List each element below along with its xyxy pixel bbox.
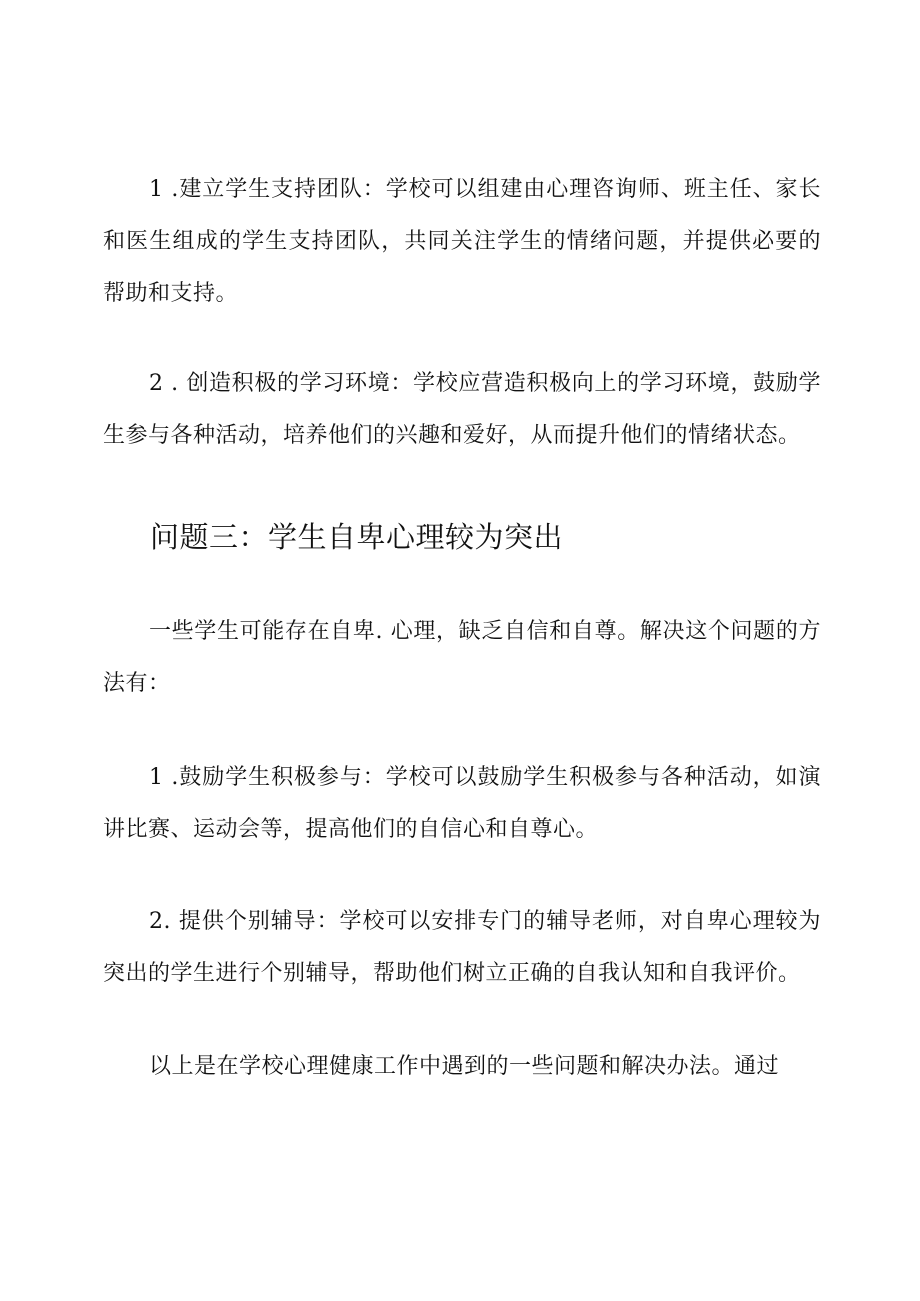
paragraph-learning-environment: 2 . 创造积极的学习环境：学校应营造积极向上的学习环境，鼓励学生参与各种活动，培养他们的兴趣和爱好，从而提升他们的情绪状态。	[103, 371, 821, 448]
paragraph-individual-counseling: 2. 提供个别辅导：学校可以安排专门的辅导老师，对自卑心理较为突出的学生进行个别辅导，帮助他们树立正确的自我认知和自我评价。	[103, 909, 821, 986]
section-heading: 问题三：学生自卑心理较为突出	[150, 520, 564, 554]
paragraph-intro-low-self-esteem: 一些学生可能存在自卑. 心理，缺乏自信和自尊。解决这个问题的方法有：	[103, 619, 821, 696]
paragraph-support-team: 1 .建立学生支持团队：学校可以组建由心理咨询师、班主任、家长和医生组成的学生支持团队，共同关注学生的情绪问题，并提供必要的帮助和支持。	[103, 177, 821, 306]
paragraph-conclusion: 以上是在学校心理健康工作中遇到的一些问题和解决办法。通过	[149, 1054, 780, 1079]
paragraph-encourage-participation: 1 .鼓励学生积极参与：学校可以鼓励学生积极参与各种活动，如演讲比赛、运动会等，提高他们的自信心和自尊心。	[103, 765, 821, 842]
